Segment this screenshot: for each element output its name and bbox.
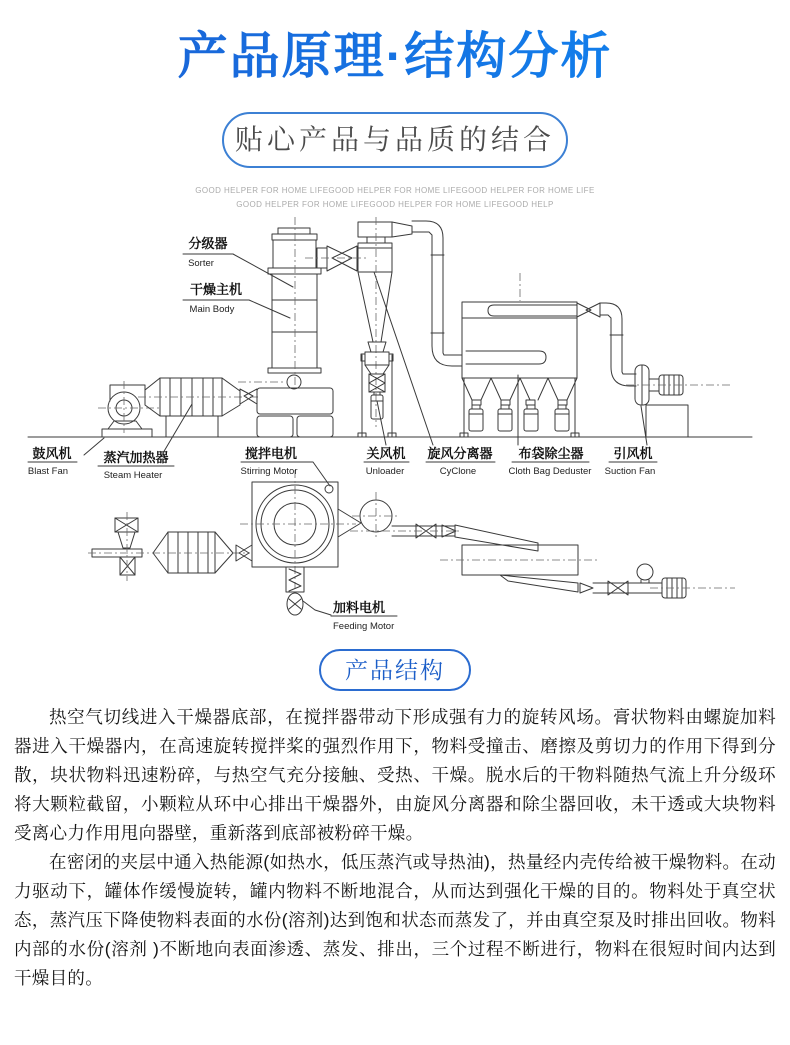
label-cyclone-cn: 旋风分离器 xyxy=(427,446,493,462)
bag-filter-drawing xyxy=(460,273,600,437)
filter-plan-drawing xyxy=(440,525,735,598)
label-feeding-motor xyxy=(303,600,397,632)
article-paragraph-2: 在密闭的夹层中通入热能源(如热水，低压蒸汽或导热油)，热量经内壳传给被干燥物料。在动力驱动下，罐体作缓慢旋转，罐内物料不断地混合，从而达到强化干燥的目的。物料处于真空状态，蒸汽压下降使物料表面的水份(溶剂)达到饱和状态而蒸发了，并由真空泵及时排出回收。物料内部的水份(溶剂 )不断地向表面渗透、蒸发、排出，三个过程不断进行，物料在很短时间内达到干燥目的。 xyxy=(14,852,776,989)
label-bag-deduster-en: Cloth Bag Deduster xyxy=(508,466,592,478)
feeder-plan-drawing xyxy=(92,512,142,581)
label-feeding-motor-cn: 加料电机 xyxy=(333,600,386,616)
label-bag-deduster-cn: 布袋除尘器 xyxy=(518,446,584,462)
label-stirring-motor-en: Stirring Motor xyxy=(240,466,298,478)
section-pill: 产品结构 xyxy=(319,649,471,691)
plan-view-drawing xyxy=(88,470,735,615)
tagline-line-1: GOOD HELPER FOR HOME LIFEGOOD HELPER FOR HOME LIFEGOOD HELPER FOR HOME LIFE xyxy=(195,186,595,195)
drying-tower-drawing xyxy=(238,217,333,437)
article-paragraph-1: 热空气切线进入干燥器底部，在搅拌器带动下形成强有力的旋转风场。膏状物料由螺旋加料器进入干燥器内，在高速旋转搅拌桨的强烈作用下，物料受撞击、磨擦及剪切力的作用下得到分散，块状物料迅速粉碎，与热空气充分接触、受热、干燥。脱水后的干物料随热气流上升分级环将大颗粒截留，小颗粒从环中心排出干燥器外，由旋风分离器和除尘器回收，未干透或大块物料受离心力作用甩向器壁，重新落到底部被粉碎干燥。 xyxy=(14,707,776,844)
label-unloader-cn: 关风机 xyxy=(366,446,406,462)
tagline-block xyxy=(0,184,790,211)
label-blast-fan xyxy=(28,438,104,477)
label-sorter xyxy=(183,236,293,287)
label-feeding-motor-en: Feeding Motor xyxy=(333,621,395,633)
label-unloader-en: Unloader xyxy=(365,466,405,478)
heater-plan-drawing xyxy=(88,532,252,573)
side-view-drawing xyxy=(28,217,752,437)
article-body xyxy=(0,691,790,993)
label-suction-fan-cn: 引风机 xyxy=(613,446,653,462)
label-sorter-cn: 分级器 xyxy=(188,236,228,252)
subtitle-pill: 贴心产品与品质的结合 xyxy=(222,112,568,168)
label-sorter-en: Sorter xyxy=(188,258,214,270)
label-stirring-motor-cn: 搅拌电机 xyxy=(244,446,298,462)
label-main-body-en: Main Body xyxy=(189,304,235,316)
suction-fan-drawing xyxy=(626,365,732,437)
valve-plan-drawing xyxy=(338,492,462,540)
filter-to-fan-pipe-drawing xyxy=(600,303,636,386)
page-title: 产品原理·结构分析 xyxy=(0,16,790,88)
label-steam-heater-cn: 蒸汽加热器 xyxy=(103,450,169,466)
dryer-structure-diagram xyxy=(0,215,790,647)
label-bag-deduster xyxy=(509,375,592,477)
label-blast-fan-cn: 鼓风机 xyxy=(32,446,72,462)
stirrer-plan-drawing xyxy=(240,470,356,589)
cyclone-drawing xyxy=(358,217,412,437)
tower-outlet-duct-drawing xyxy=(305,246,368,271)
label-main-body-cn: 干燥主机 xyxy=(189,282,243,298)
label-blast-fan-en: Blast Fan xyxy=(27,466,69,478)
steam-heater-drawing xyxy=(138,378,258,437)
blast-fan-drawing xyxy=(98,381,162,437)
label-suction-fan xyxy=(605,406,657,477)
label-suction-fan-en: Suction Fan xyxy=(604,466,656,478)
cyclone-to-filter-pipe-drawing xyxy=(412,221,462,366)
feeding-motor-drawing xyxy=(286,567,304,615)
label-stirring-motor xyxy=(240,446,330,486)
label-cyclone-en: CyClone xyxy=(439,466,477,478)
label-steam-heater-en: Steam Heater xyxy=(103,470,163,482)
tagline-line-2: GOOD HELPER FOR HOME LIFEGOOD HELPER FOR HOME LIFEGOOD HELP xyxy=(236,199,554,209)
